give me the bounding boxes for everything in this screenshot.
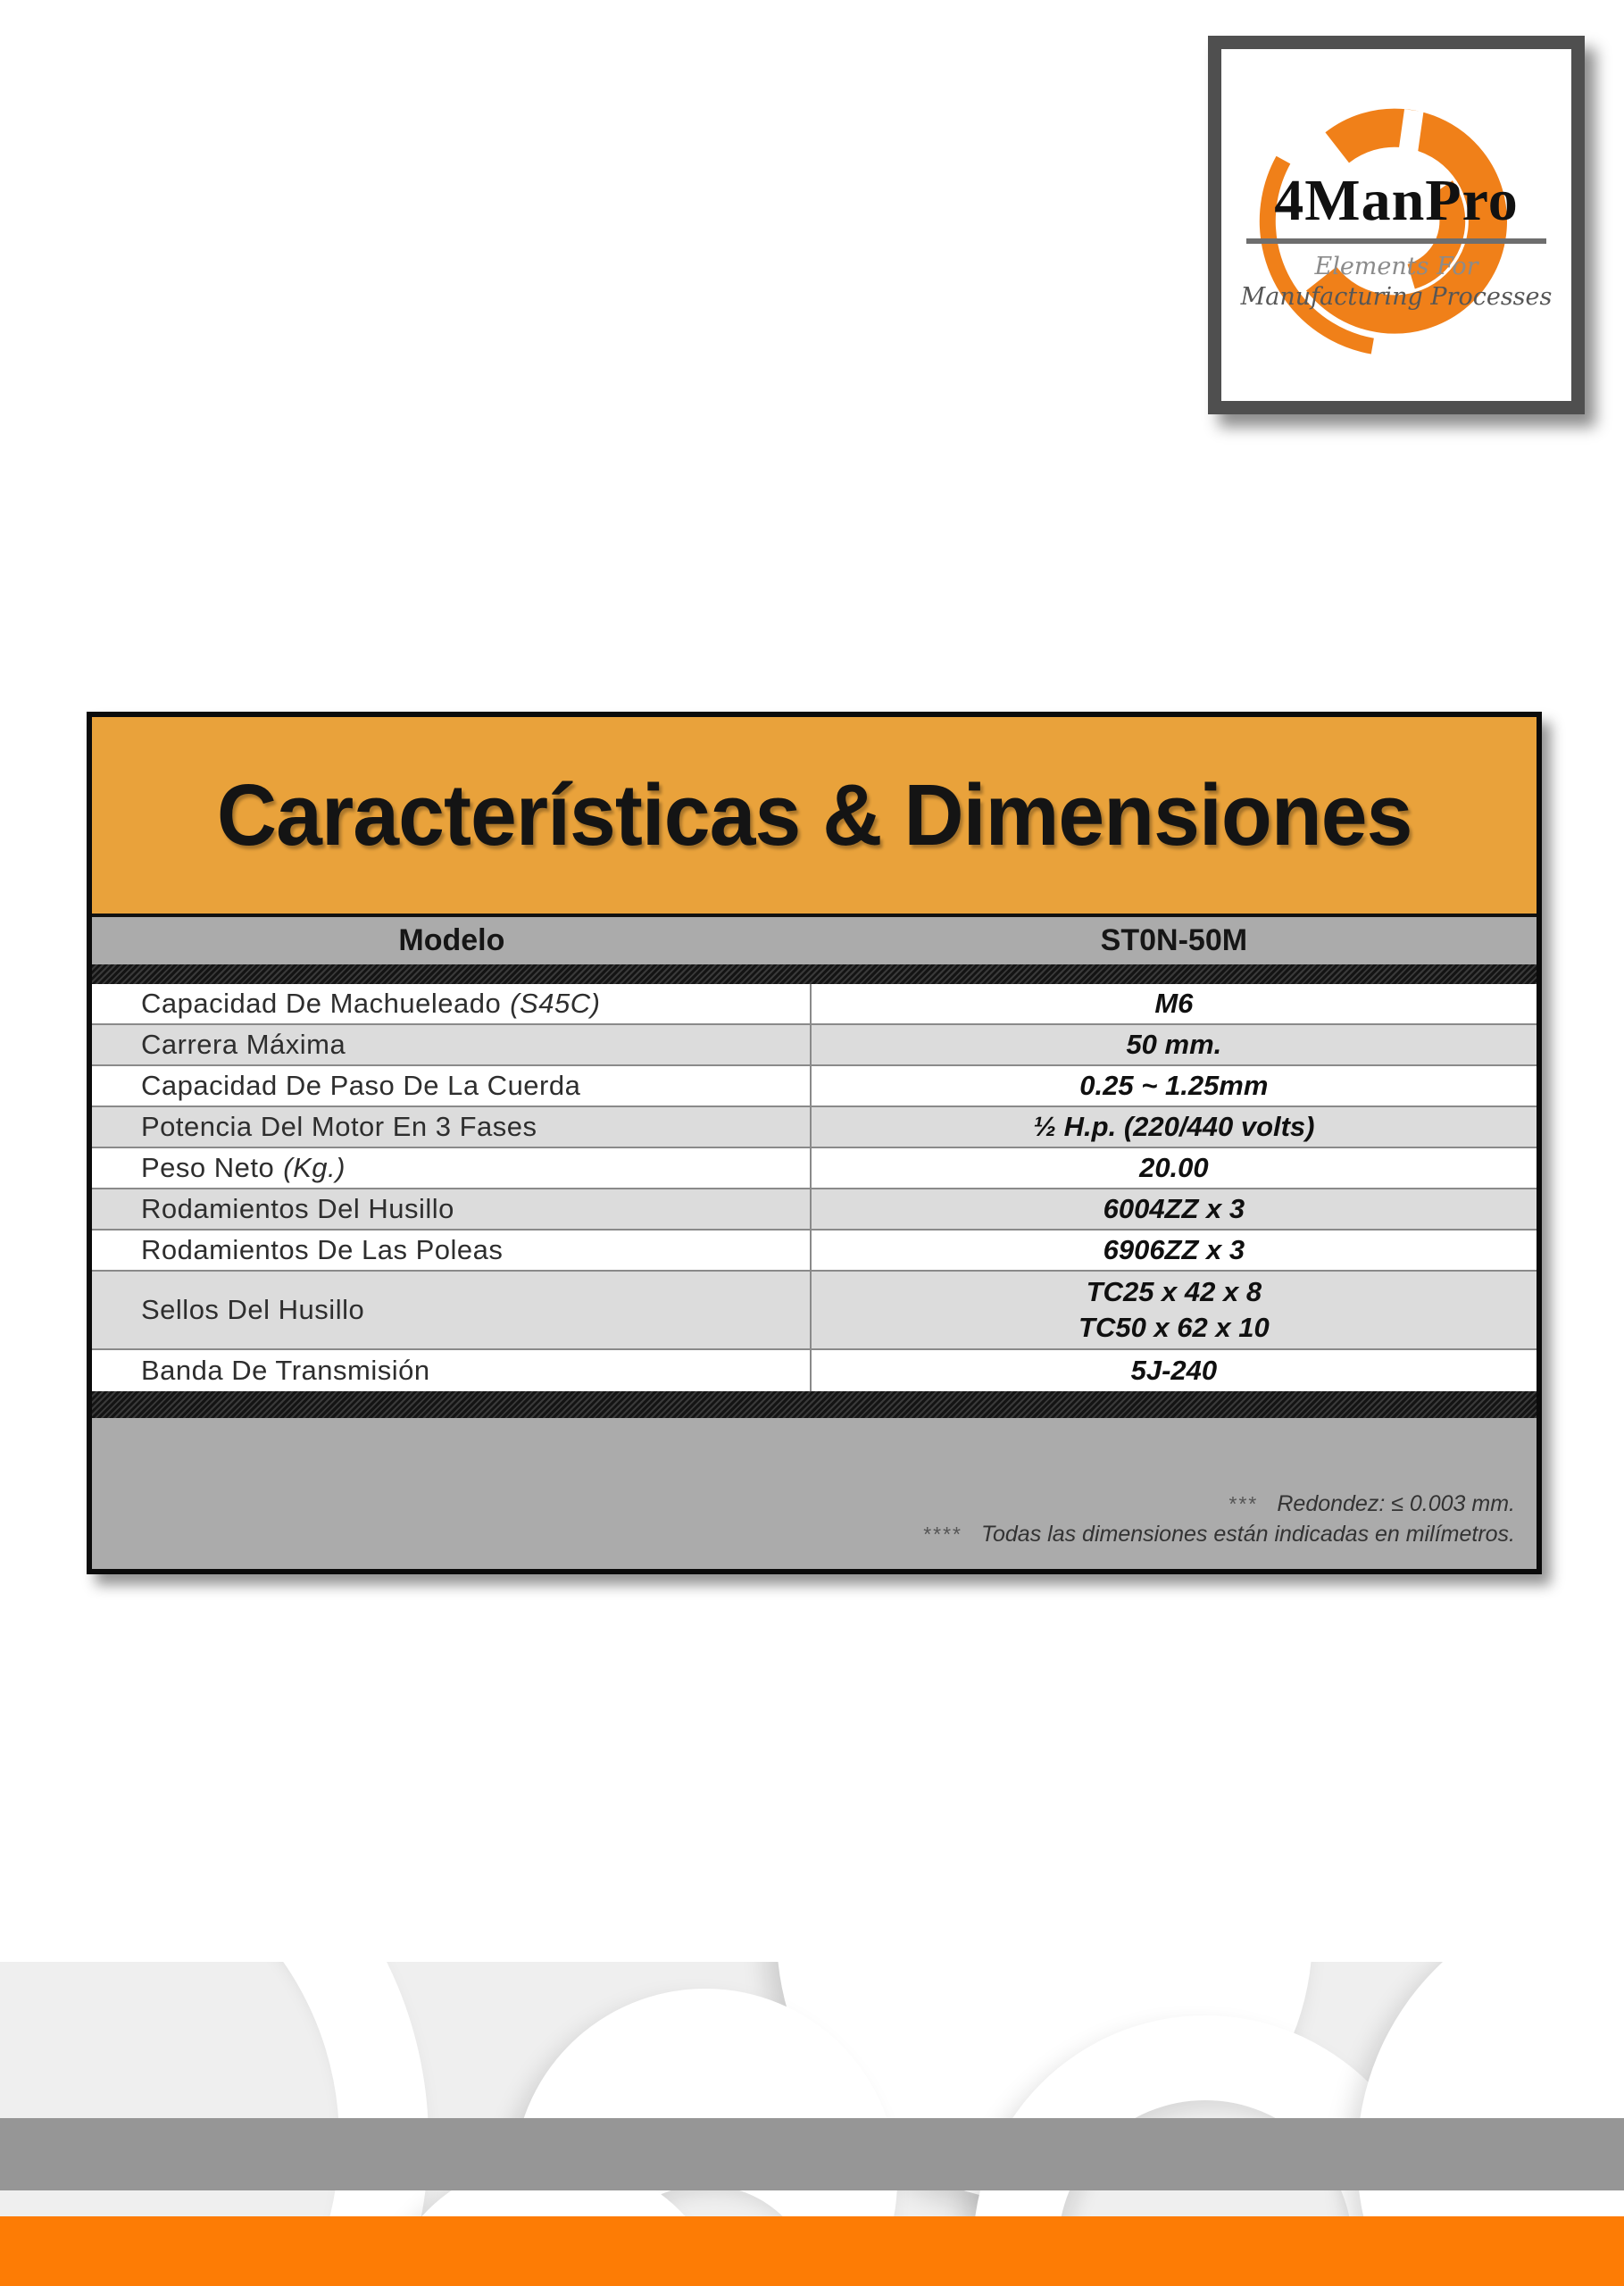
row-label [92, 1272, 812, 1348]
model-label: Modelo [398, 923, 505, 957]
row-label-suffix: (S45C) [510, 988, 601, 1019]
row-value-text: 0.25 ~ 1.25mm [1079, 1070, 1269, 1101]
footnote [922, 1519, 1515, 1549]
row-value [812, 1272, 1537, 1348]
table-row [92, 1148, 1537, 1189]
row-value [812, 1189, 1537, 1229]
separator-band-top [92, 964, 1537, 984]
row-label-text: Rodamientos De Las Poleas [141, 1234, 504, 1265]
table-row [92, 1231, 1537, 1272]
row-value [812, 1025, 1537, 1064]
row-label-text: Sellos Del Husillo [141, 1294, 365, 1325]
table-row [92, 1066, 1537, 1107]
orange-footer-band [0, 2216, 1624, 2286]
row-value-text: ½ H.p. (220/440 volts) [1033, 1111, 1315, 1142]
row-value [812, 1350, 1537, 1391]
row-label [92, 984, 812, 1023]
row-label-suffix: (Kg.) [283, 1152, 346, 1183]
row-value-text: M6 [1154, 988, 1194, 1019]
model-header-row [92, 914, 1537, 964]
row-value-text: 6004ZZ x 3 [1103, 1193, 1245, 1224]
spec-rows [92, 984, 1537, 1391]
row-label-text: Rodamientos Del Husillo [141, 1193, 454, 1224]
row-label-text: Peso Neto [141, 1152, 275, 1183]
footnote-text: Redondez: ≤ 0.003 mm. [1277, 1491, 1515, 1516]
row-label [92, 1025, 812, 1064]
row-value-text: 5J-240 [1130, 1355, 1218, 1386]
footnote-marker: **** [922, 1523, 962, 1546]
row-label [92, 1066, 812, 1105]
row-label-text: Banda De Transmisión [141, 1355, 430, 1386]
table-title-band [92, 717, 1537, 914]
table-row [92, 984, 1537, 1025]
row-label [92, 1350, 812, 1391]
row-label-text: Capacidad De Paso De La Cuerda [141, 1070, 581, 1101]
row-label [92, 1189, 812, 1229]
row-label [92, 1148, 812, 1188]
footnote [1228, 1489, 1516, 1519]
spec-table [87, 712, 1542, 1574]
table-row [92, 1350, 1537, 1391]
row-label [92, 1231, 812, 1270]
row-label-text: Capacidad De Machueleado [141, 988, 502, 1019]
separator-band-bottom [92, 1391, 1537, 1418]
table-row [92, 1107, 1537, 1148]
table-title: Características & Dimensiones [216, 766, 1412, 864]
row-value [812, 1148, 1537, 1188]
row-label-text: Potencia Del Motor En 3 Fases [141, 1111, 537, 1142]
tagline-line1: Elements For [1314, 253, 1478, 280]
decorative-footer [0, 1962, 1624, 2286]
row-value-text2: TC50 x 62 x 10 [1079, 1312, 1270, 1343]
table-row [92, 1025, 1537, 1066]
gray-footer-band [0, 2118, 1624, 2190]
footnote-text: Todas las dimensiones están indicadas en milímetros. [981, 1522, 1515, 1547]
row-value-text: 6906ZZ x 3 [1103, 1234, 1245, 1265]
footnote-marker: *** [1228, 1492, 1258, 1515]
table-row [92, 1272, 1537, 1350]
logo-text [1221, 49, 1571, 401]
table-footer [92, 1418, 1537, 1569]
tagline-line2: Manufacturing Processes [1240, 283, 1553, 311]
row-value-text: 50 mm. [1126, 1029, 1222, 1060]
table-row [92, 1189, 1537, 1231]
logo-inner [1221, 49, 1571, 401]
brand-name: 4ManPro [1274, 168, 1519, 233]
row-value [812, 1231, 1537, 1270]
logo-card [1208, 36, 1585, 414]
row-value [812, 1107, 1537, 1147]
row-value [812, 1066, 1537, 1105]
row-value-text: TC25 x 42 x 8 [1086, 1276, 1262, 1307]
row-value [812, 984, 1537, 1023]
row-label [92, 1107, 812, 1147]
row-label-text: Carrera Máxima [141, 1029, 346, 1060]
model-value: ST0N-50M [1100, 923, 1248, 957]
row-value-text: 20.00 [1139, 1152, 1209, 1183]
brand-rule [1246, 238, 1546, 244]
